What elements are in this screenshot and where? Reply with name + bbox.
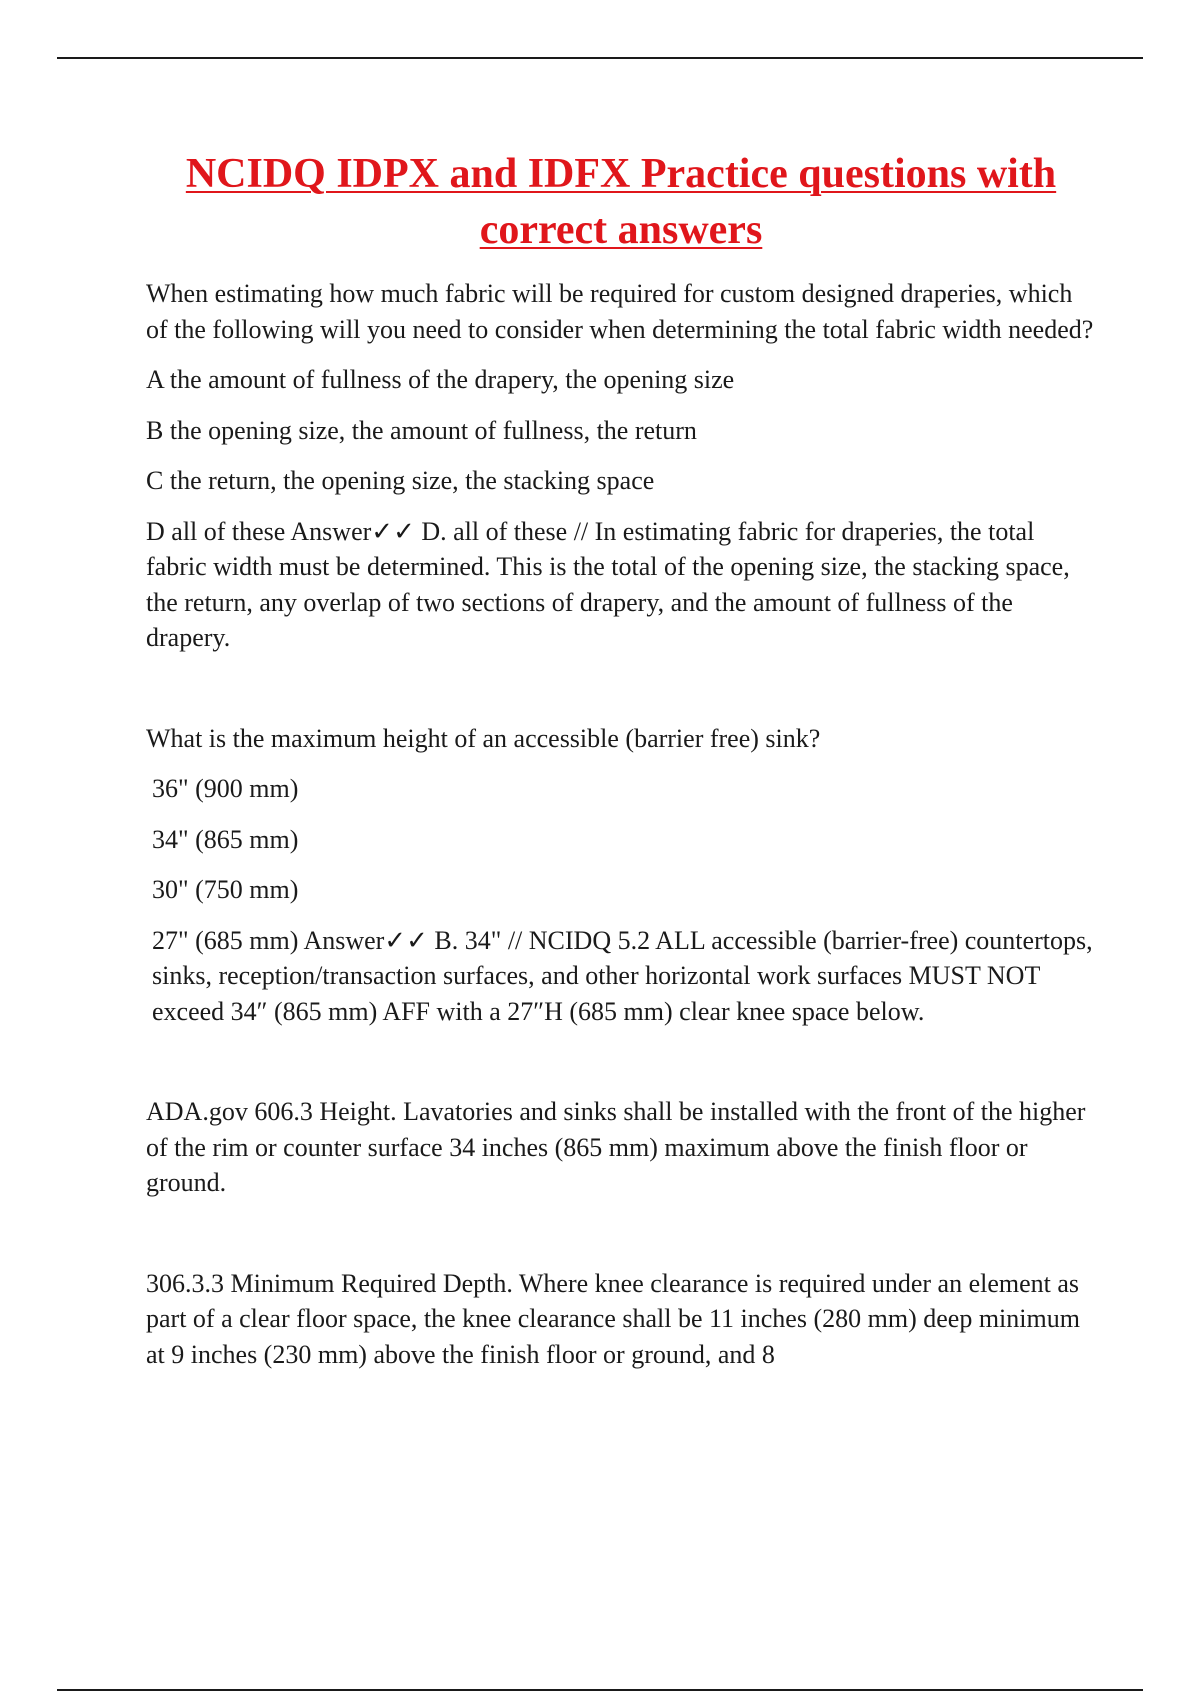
document-title bbox=[146, 146, 1096, 258]
question-2-option-d-answer: 27" (685 mm) Answer✓✓ B. 34" // NCIDQ 5.2 ALL accessible (barrier-free) countertops, sinks, reception/transaction surfaces, and other horizontal work surfaces MUST NOT exceed 34″ (865 mm) AFF with a 27″H (685 mm) clear knee space below. bbox=[152, 925, 1093, 1026]
question-1-option-c: C the return, the opening size, the stacking space bbox=[146, 466, 655, 495]
question-1-option-b: B the opening size, the amount of fullness, the return bbox=[146, 415, 697, 445]
document-body bbox=[146, 146, 1096, 1372]
question-2-option-b: 34" (865 mm) bbox=[152, 824, 299, 854]
question-2-option-c: 30" (750 mm) bbox=[152, 875, 299, 904]
question-1-option-d-answer: D all of these Answer✓✓ D. all of these // In estimating fabric for draperies, the total fabric width must be determined. This is the total of the opening size, the stacking space, the return, any overlap of two sections of drapery, and the amount of fullness of the drapery. bbox=[146, 516, 1070, 652]
question-2-option-a: 36" (900 mm) bbox=[152, 774, 299, 803]
title-line-1: NCIDQ IDPX and IDFX Practice questions with bbox=[185, 151, 1057, 197]
question-2-note-knee-clearance: 306.3.3 Minimum Required Depth. Where knee clearance is required under an element as part of a clear floor space, the knee clearance shall be 11 inches (280 mm) deep minimum at 9 inches (230 mm) above the finish floor or ground, and 8 bbox=[146, 1268, 1080, 1369]
header-rule bbox=[57, 57, 1143, 59]
question-2-note-ada: ADA.gov 606.3 Height. Lavatories and sinks shall be installed with the front of the higher of the rim or counter surface 34 inches (865 mm) maximum above the finish floor or ground. bbox=[146, 1097, 1086, 1197]
question-2-prompt: What is the maximum height of an accessible (barrier free) sink? bbox=[146, 723, 821, 753]
title-line-2: correct answers bbox=[479, 207, 763, 253]
question-1-option-a: A the amount of fullness of the drapery, the opening size bbox=[146, 365, 735, 394]
footer-rule bbox=[57, 1689, 1143, 1691]
question-1-prompt: When estimating how much fabric will be required for custom designed draperies, which of the following will you need to consider when determining the total fabric width needed? bbox=[146, 279, 1094, 344]
